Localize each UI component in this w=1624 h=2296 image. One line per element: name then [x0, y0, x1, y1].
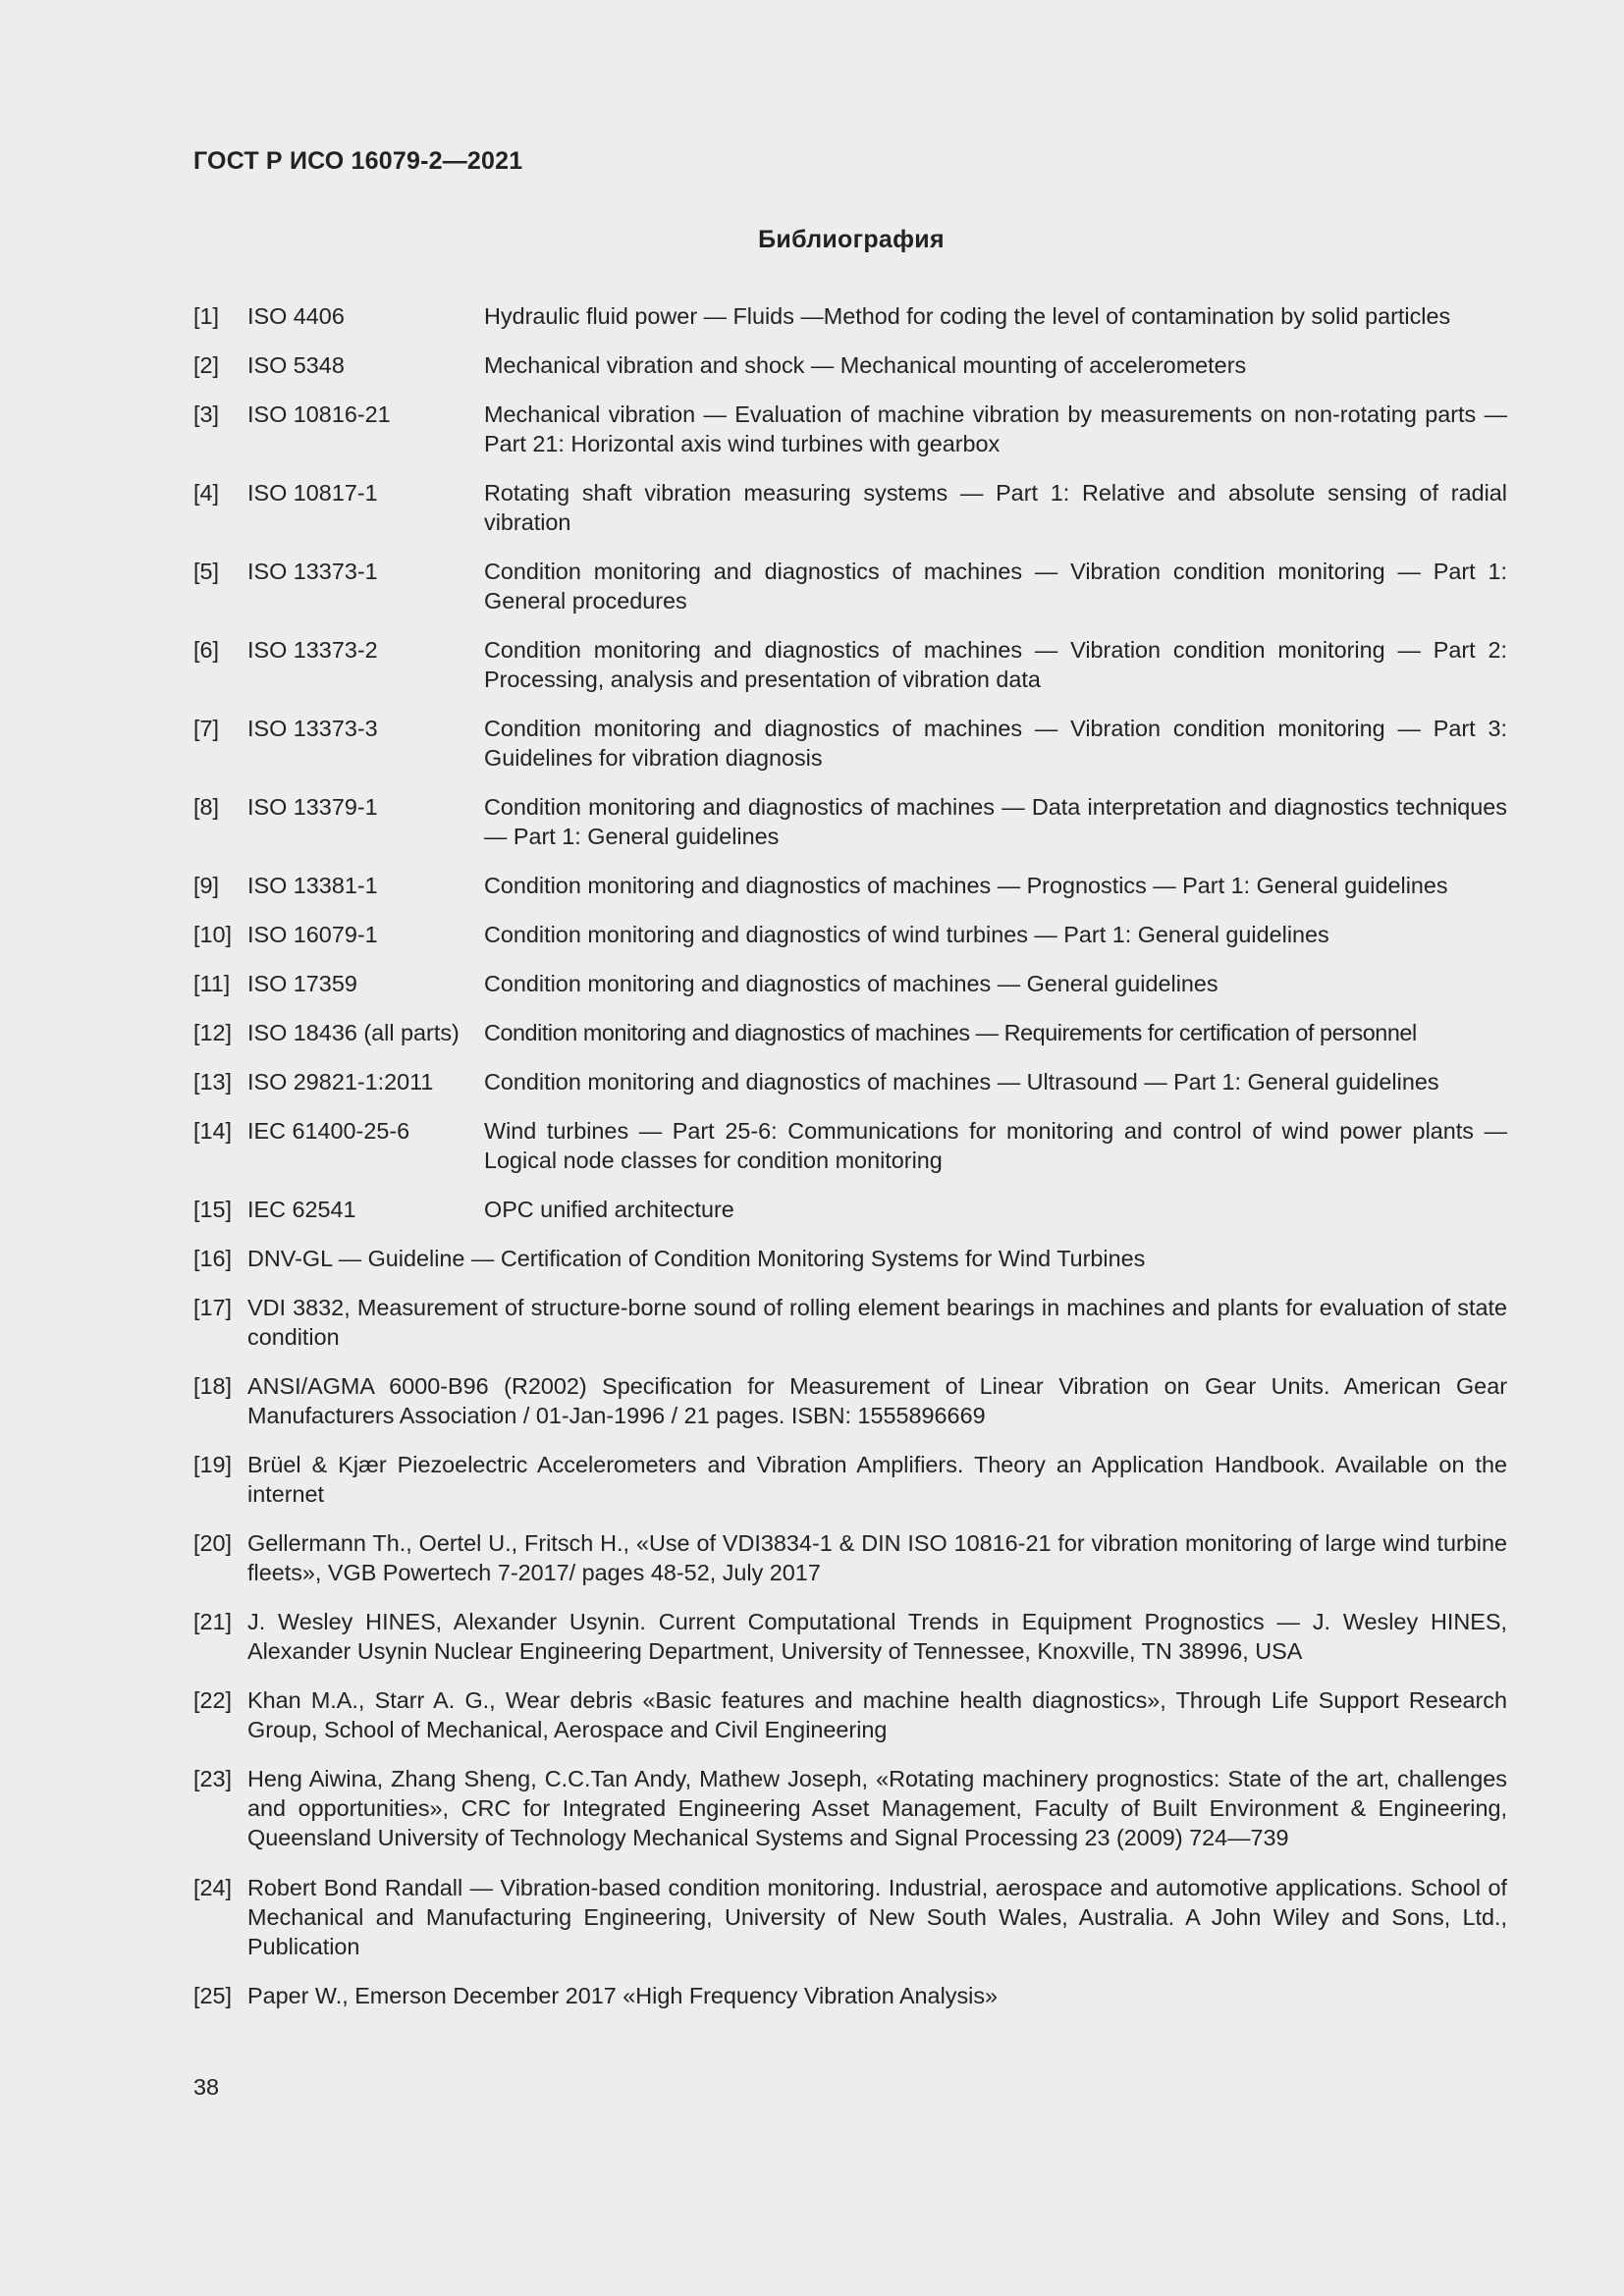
- reference-title: Condition monitoring and diagnostics of wind turbines — Part 1: General guidelines: [484, 922, 1329, 947]
- reference-code: ISO 13373-1: [247, 559, 378, 584]
- reference-text: VDI 3832, Measurement of structure-borne sound of rolling element bearings in machines and plants for evaluation of state condition: [247, 1295, 1507, 1350]
- reference-number: [6]: [193, 637, 220, 663]
- reference-number: [21]: [193, 1609, 233, 1634]
- reference-item: [193, 478, 1507, 537]
- reference-item: [193, 1018, 1507, 1047]
- reference-code: IEC 61400-25-6: [247, 1118, 410, 1144]
- reference-code: ISO 17359: [247, 971, 357, 996]
- reference-title: Condition monitoring and diagnostics of machines — Prognostics — Part 1: General guidelines: [484, 873, 1448, 898]
- reference-item: [193, 1528, 1507, 1587]
- reference-number: [5]: [193, 559, 220, 584]
- reference-item: [193, 792, 1507, 851]
- reference-item: [193, 920, 1507, 949]
- reference-item: [193, 1195, 1507, 1224]
- reference-text: Heng Aiwina, Zhang Sheng, C.C.Tan Andy, Mathew Joseph, «Rotating machinery prognostics: State of the art, challenges and opportunities», CRC for Integrated Engineering Asset Management, Faculty of Built Environment & Engineering, Queensland University of Technology Mechanical Systems and Signal Processing 23 (2009) 724—739: [247, 1766, 1507, 1850]
- reference-code: ISO 13379-1: [247, 794, 378, 820]
- reference-title: Mechanical vibration and shock — Mechanical mounting of accelerometers: [484, 352, 1247, 378]
- reference-item: [193, 1067, 1507, 1096]
- reference-number: [14]: [193, 1118, 233, 1144]
- reference-number: [18]: [193, 1373, 233, 1399]
- reference-number: [13]: [193, 1069, 233, 1095]
- reference-number: [12]: [193, 1020, 233, 1045]
- reference-item: [193, 350, 1507, 380]
- reference-number: [8]: [193, 794, 220, 820]
- reference-number: [9]: [193, 873, 220, 898]
- reference-item: [193, 1685, 1507, 1744]
- reference-item: [193, 1244, 1507, 1273]
- reference-code: IEC 62541: [247, 1197, 356, 1222]
- reference-item: [193, 714, 1507, 773]
- reference-item: [193, 557, 1507, 615]
- reference-title: Condition monitoring and diagnostics of machines — Ultrasound — Part 1: General guidelines: [484, 1069, 1439, 1095]
- reference-number: [15]: [193, 1197, 233, 1222]
- reference-item: [193, 400, 1507, 458]
- reference-number: [4]: [193, 480, 220, 506]
- page-number: 38: [193, 2074, 220, 2100]
- reference-title: Mechanical vibration — Evaluation of machine vibration by measurements on non-rotating parts — Part 21: Horizontal axis wind turbines with gearbox: [484, 401, 1507, 456]
- reference-item: [193, 1293, 1507, 1352]
- reference-item: [193, 1116, 1507, 1175]
- reference-code: ISO 4406: [247, 303, 345, 329]
- reference-number: [2]: [193, 352, 220, 378]
- reference-text: Robert Bond Randall — Vibration-based condition monitoring. Industrial, aerospace and automotive applications. School of Mechanical and Manufacturing Engineering, University of New South Wales, Australia. A John Wiley and Sons, Ltd., Publication: [247, 1875, 1507, 1959]
- reference-number: [20]: [193, 1530, 233, 1556]
- reference-number: [19]: [193, 1452, 233, 1477]
- section-title: Библиография: [758, 226, 945, 253]
- reference-code: ISO 5348: [247, 352, 345, 378]
- reference-title: OPC unified architecture: [484, 1197, 734, 1222]
- reference-title: Rotating shaft vibration measuring systems — Part 1: Relative and absolute sensing of radial vibration: [484, 480, 1507, 535]
- reference-title: Condition monitoring and diagnostics of machines — Requirements for certification of personnel: [484, 1020, 1417, 1045]
- reference-code: ISO 10817-1: [247, 480, 378, 506]
- reference-number: [11]: [193, 971, 231, 996]
- reference-text: ANSI/AGMA 6000-B96 (R2002) Specification for Measurement of Linear Vibration on Gear Units. American Gear Manufacturers Association / 01-Jan-1996 / 21 pages. ISBN: 1555896669: [247, 1373, 1507, 1428]
- reference-item: [193, 301, 1507, 331]
- reference-title: Condition monitoring and diagnostics of machines — Vibration condition monitoring — Part 2: Processing, analysis and presentation of vibration data: [484, 637, 1507, 692]
- reference-item: [193, 635, 1507, 694]
- reference-text: DNV-GL — Guideline — Certification of Condition Monitoring Systems for Wind Turbines: [247, 1246, 1146, 1271]
- reference-text: J. Wesley HINES, Alexander Usynin. Current Computational Trends in Equipment Prognostics — J. Wesley HINES, Alexander Usynin Nuclear Engineering Department, University of Tennessee, Knoxville, TN 38996, USA: [247, 1609, 1507, 1664]
- reference-code: ISO 13373-2: [247, 637, 378, 663]
- reference-number: [10]: [193, 922, 233, 947]
- reference-number: [16]: [193, 1246, 233, 1271]
- reference-title: Condition monitoring and diagnostics of machines — Vibration condition monitoring — Part 1: General procedures: [484, 559, 1507, 614]
- reference-text: Paper W., Emerson December 2017 «High Frequency Vibration Analysis»: [247, 1983, 999, 2008]
- reference-item: [193, 1764, 1507, 1852]
- reference-text: Gellermann Th., Oertel U., Fritsch H., «Use of VDI3834-1 & DIN ISO 10816-21 for vibration monitoring of large wind turbine fleets», VGB Powertech 7-2017/ pages 48-52, July 2017: [247, 1530, 1507, 1585]
- reference-title: Hydraulic fluid power — Fluids —Method for coding the level of contamination by solid particles: [484, 303, 1451, 329]
- reference-code: ISO 13381-1: [247, 873, 378, 898]
- reference-number: [25]: [193, 1983, 233, 2008]
- reference-item: [193, 1607, 1507, 1666]
- reference-text: Brüel & Kjær Piezoelectric Accelerometers and Vibration Amplifiers. Theory an Application Handbook. Available on the internet: [247, 1452, 1507, 1507]
- reference-code: ISO 29821-1:2011: [247, 1069, 434, 1095]
- reference-number: [24]: [193, 1875, 233, 1900]
- reference-number: [17]: [193, 1295, 233, 1320]
- reference-code: ISO 16079-1: [247, 922, 378, 947]
- reference-title: Condition monitoring and diagnostics of machines — General guidelines: [484, 971, 1218, 996]
- reference-item: [193, 871, 1507, 900]
- reference-number: [7]: [193, 716, 220, 741]
- reference-item: [193, 1371, 1507, 1430]
- reference-number: [3]: [193, 401, 220, 427]
- reference-number: [1]: [193, 303, 220, 329]
- reference-title: Wind turbines — Part 25-6: Communications for monitoring and control of wind power plants — Logical node classes for condition monitoring: [484, 1118, 1507, 1173]
- reference-text: Khan M.A., Starr A. G., Wear debris «Basic features and machine health diagnostics», Through Life Support Research Group, School of Mechanical, Aerospace and Civil Engineering: [247, 1687, 1507, 1742]
- reference-item: [193, 1873, 1507, 1961]
- document-code-header: ГОСТ Р ИСО 16079-2—2021: [193, 147, 523, 175]
- reference-item: [193, 1981, 1507, 2010]
- reference-code: ISO 13373-3: [247, 716, 378, 741]
- reference-number: [23]: [193, 1766, 233, 1791]
- reference-code: ISO 18436 (all parts): [247, 1020, 460, 1045]
- reference-title: Condition monitoring and diagnostics of machines — Data interpretation and diagnostics techniques — Part 1: General guidelines: [484, 794, 1507, 849]
- reference-title: Condition monitoring and diagnostics of machines — Vibration condition monitoring — Part 3: Guidelines for vibration diagnosis: [484, 716, 1507, 771]
- reference-item: [193, 1450, 1507, 1509]
- reference-number: [22]: [193, 1687, 233, 1713]
- reference-code: ISO 10816-21: [247, 401, 391, 427]
- bibliography-list: [193, 301, 1507, 2030]
- reference-item: [193, 969, 1507, 998]
